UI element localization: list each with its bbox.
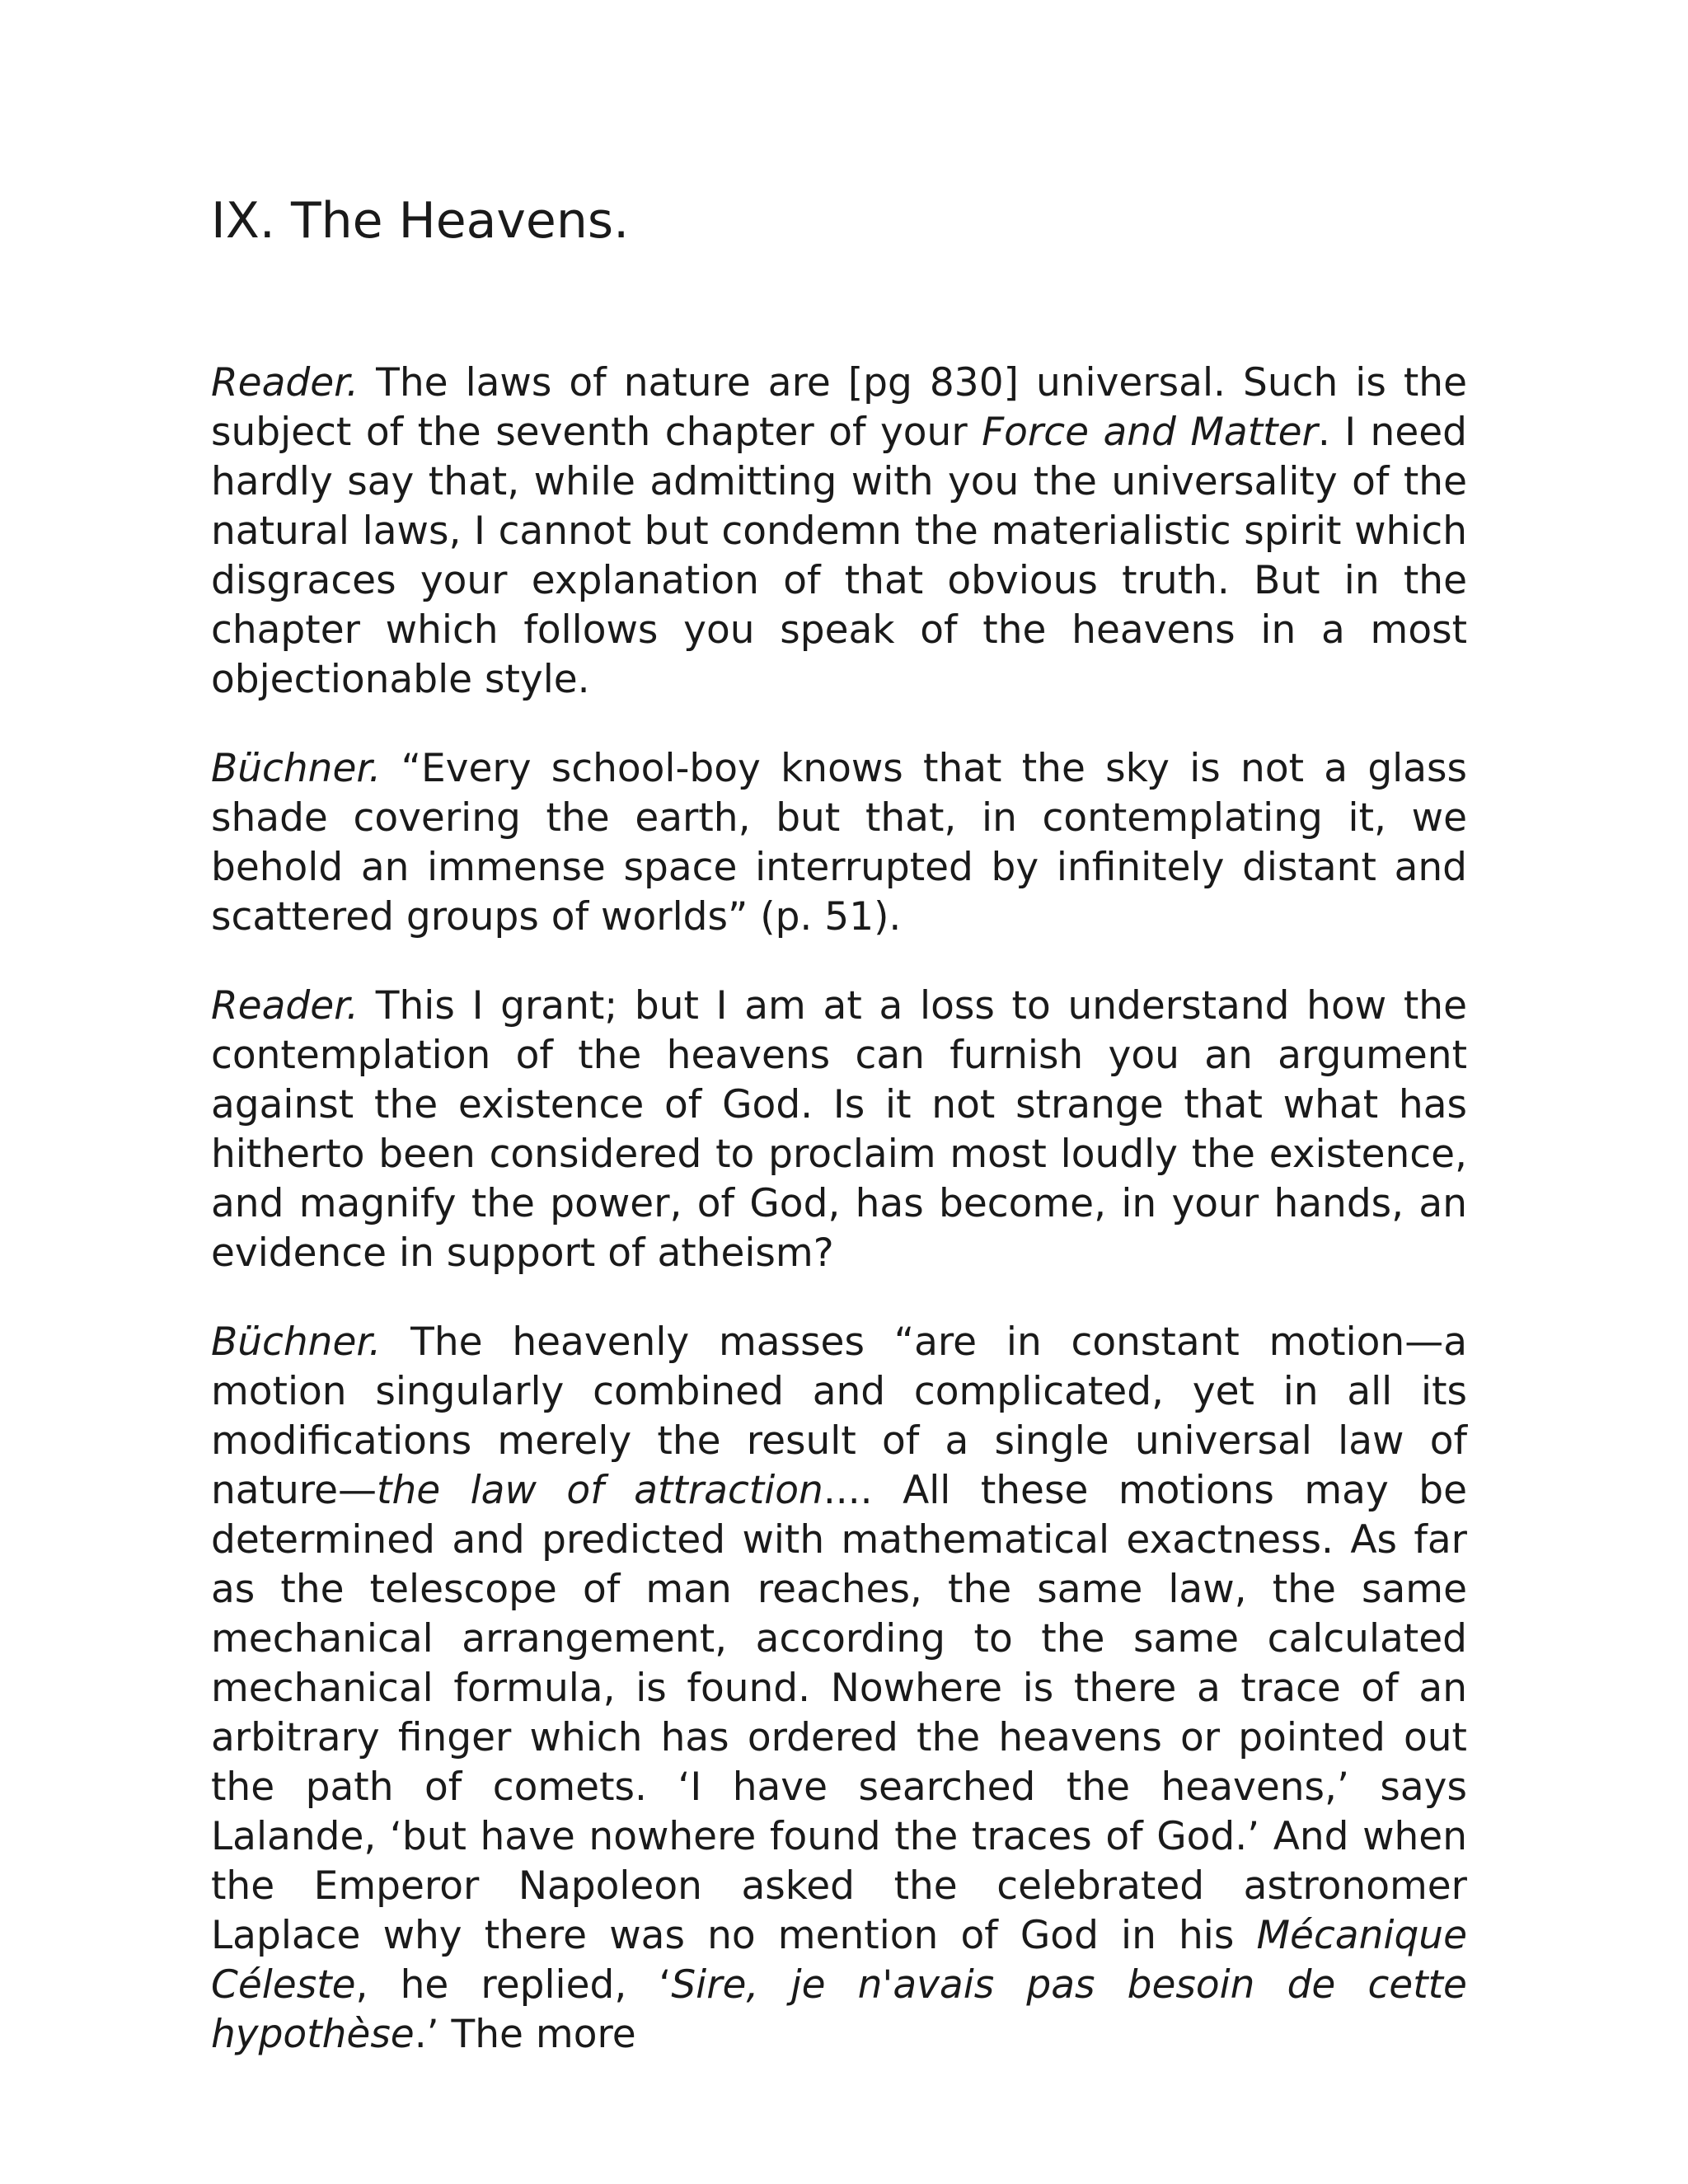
- speaker-label: Reader.: [211, 360, 359, 405]
- paragraph-text: “Every school-boy knows that the sky is not a glass shade covering the earth, but that, in contemplating it, we behold an immense space interrupted by infinitely distant and scattered groups of worlds” (p. 51).: [211, 746, 1467, 940]
- paragraph-text: . I need hardly say that, while admitting with you the universality of the natural laws, I cannot but condemn the materialistic spirit which disgraces your explanation of that obvious truth. But in the chapter which follows you speak of the heavens in a most objectionable style.: [211, 410, 1468, 702]
- emphasis-italic: the law of attraction: [377, 1468, 823, 1513]
- paragraph-text: The heavenly masses “are in constant motion—a motion singularly combined and complicated, yet in all its modifications merely the result of a single universal law of nature—: [211, 1319, 1467, 1513]
- book-title-italic: Force and Matter: [982, 410, 1318, 455]
- dialogue-paragraph: [211, 1318, 1467, 2060]
- paragraph-text: .... All these motions may be determined and predicted with mathematical exactness. As far as the telescope of man reaches, the same law, the same mechanical arrangement, according to the same calculated mechanical formula, is found. Nowhere is there a trace of an arbitrary finger which has ordered the heavens or pointed out the path of comets. ‘I have searched the heavens,’ says Lalande, ‘but have nowhere found the traces of God.’ And when the Emperor Napoleon asked the celebrated astronomer Laplace why there was no mention of God in his: [211, 1468, 1467, 1958]
- paragraph-text: This I grant; but I am at a loss to understand how the contemplation of the heavens can furnish you an argument against the existence of God. Is it not strange that what has hitherto been considered to proclaim most loudly the existence, and magnify the power, of God, has become, in your hands, an evidence in support of atheism?: [211, 983, 1467, 1276]
- quotation-italic: Sire, je n'avais pas besoin de cette hypothèse: [211, 1962, 1467, 2057]
- dialogue-paragraph: [211, 744, 1467, 942]
- chapter-title: IX. The Heavens.: [211, 192, 630, 250]
- speaker-label: Reader.: [211, 983, 359, 1029]
- paragraph-text: .’ The more: [414, 2012, 636, 2057]
- speaker-label: Büchner.: [211, 1319, 382, 1365]
- speaker-label: Büchner.: [211, 746, 382, 791]
- book-title-italic: Mécanique Céleste: [211, 1913, 1467, 2008]
- paragraph-text: , he replied, ‘: [355, 1962, 672, 2008]
- paragraph-text: The laws of nature are [pg 830] universal. Such is the subject of the seventh chapter of your: [211, 360, 1467, 455]
- dialogue-paragraph: [211, 982, 1467, 1278]
- dialogue-body: [211, 359, 1467, 2060]
- dialogue-paragraph: [211, 359, 1467, 705]
